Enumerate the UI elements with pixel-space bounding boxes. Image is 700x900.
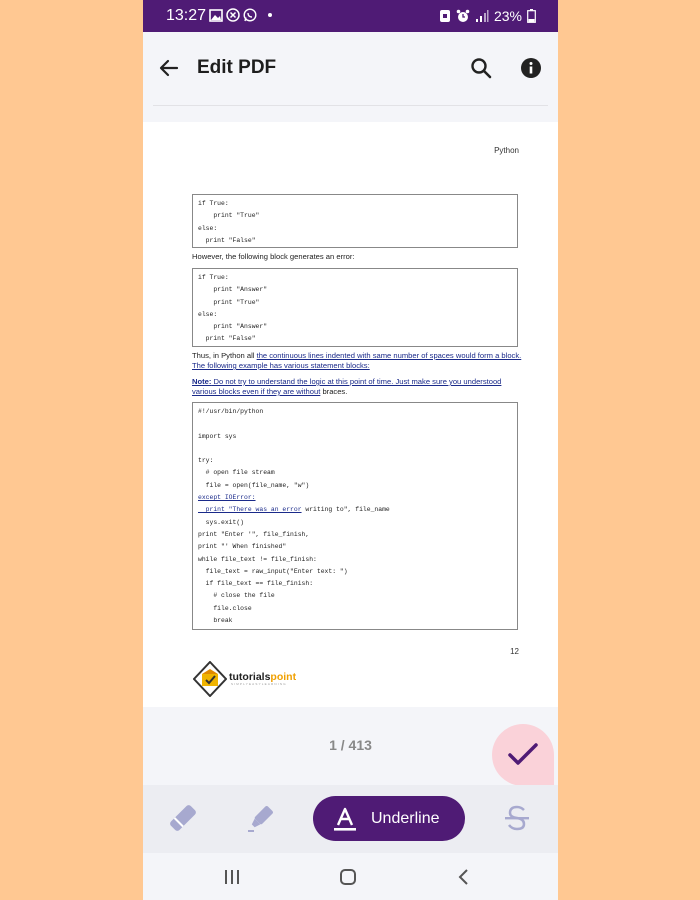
code-line: sys.exit(): [198, 518, 245, 526]
text-plain: Thus, in Python all: [192, 351, 257, 360]
code-line: if True:: [198, 274, 229, 281]
code-line: print "False": [198, 335, 256, 343]
note-tail: braces.: [320, 387, 348, 396]
code-line: print "False": [198, 236, 256, 244]
dot-icon: [268, 13, 272, 17]
pdf-page[interactable]: [143, 122, 558, 707]
underline-tool-button[interactable]: [313, 796, 465, 841]
code-block-2: [192, 268, 518, 347]
alarm-clock-icon: [456, 9, 470, 23]
search-icon[interactable]: [469, 56, 493, 80]
battery-percent: 23%: [493, 8, 522, 24]
logo-tagline: SIMPLYEASYLEARNING: [231, 682, 287, 686]
code-line: file_text = raw_input("Enter text: "): [198, 567, 348, 575]
code-line: print "True": [198, 298, 260, 306]
confirm-button[interactable]: [492, 724, 554, 786]
pdf-page-number: 12: [510, 647, 519, 656]
home-icon[interactable]: [338, 867, 358, 887]
code-line: else:: [198, 224, 218, 232]
code-line: print "Enter '", file_finish,: [198, 530, 310, 538]
code-underlined: print "There was an error: [198, 506, 302, 514]
strikethrough-icon[interactable]: [503, 803, 531, 833]
back-arrow-icon[interactable]: [157, 56, 181, 80]
code-line: else:: [198, 310, 218, 318]
code-line: print "There was an error writing to", file_name: [198, 506, 390, 514]
code-block-3: [192, 402, 518, 630]
system-nav-bar: [143, 853, 558, 900]
code-line: if file_text == file_finish:: [198, 580, 314, 588]
note-text: [192, 377, 522, 397]
note-label: Note:: [192, 377, 212, 386]
app-bar-divider: [153, 105, 548, 106]
signal-icon: [475, 9, 489, 23]
code-line: print "True": [198, 212, 260, 220]
code-line: [198, 443, 512, 455]
active-tool-label: Underline: [371, 809, 440, 827]
code-line: except IOError:: [198, 494, 256, 502]
text-underlined: the continuous lines indented with same number of spaces would form a block. The following example has various statement blocks:: [192, 351, 522, 370]
code-line: # close the file: [198, 592, 275, 600]
code-line: while file_text != file_finish:: [198, 555, 317, 563]
image-icon: [209, 9, 223, 22]
phone-screen: [143, 0, 558, 900]
alarm-icon: [439, 9, 451, 23]
code-line: import sys: [198, 432, 237, 440]
logo-text-a: tutorials: [229, 671, 271, 683]
recents-icon[interactable]: [222, 867, 242, 887]
code-line: break: [198, 617, 233, 625]
code-line: print "Answer": [198, 323, 268, 331]
logo-text-b: point: [270, 671, 297, 683]
code-line: file = open(file_name, "w"): [198, 481, 310, 489]
body-text-2: [192, 351, 522, 371]
app-bar: [143, 32, 558, 122]
code-line: if True:: [198, 200, 229, 207]
highlighter-icon[interactable]: [246, 803, 276, 833]
status-bar: [143, 0, 558, 32]
page-title: Edit PDF: [197, 57, 277, 78]
pdf-page-header: Python: [494, 146, 519, 155]
close-circle-icon: [226, 8, 240, 22]
code-line: print "Answer": [198, 286, 268, 294]
underline-icon: [333, 806, 357, 832]
page-indicator: 1 / 413: [329, 737, 372, 753]
status-time: 13:27: [166, 7, 207, 24]
logo-diamond-icon: [193, 661, 227, 697]
code-line: [198, 418, 512, 430]
whatsapp-icon: [243, 8, 257, 22]
back-icon[interactable]: [454, 867, 474, 887]
code-line: #!/usr/bin/python: [198, 408, 264, 415]
code-line: file.close: [198, 604, 252, 612]
eraser-icon[interactable]: [169, 803, 197, 833]
tutorialspoint-logo: [193, 661, 296, 697]
battery-icon: [527, 9, 536, 23]
body-text-1: However, the following block generates an error:: [192, 252, 355, 261]
note-underlined: Do not try to understand the logic at this point of time. Just make sure you understood various blocks even if they are without: [192, 377, 502, 396]
code-line: print "' When finished": [198, 543, 287, 551]
code-line: # open file stream: [198, 469, 275, 477]
annotation-toolbar: [143, 785, 558, 853]
code-block-1: [192, 194, 518, 248]
info-icon[interactable]: [519, 56, 543, 80]
code-line: try:: [198, 457, 214, 465]
checkmark-icon: [507, 742, 539, 768]
